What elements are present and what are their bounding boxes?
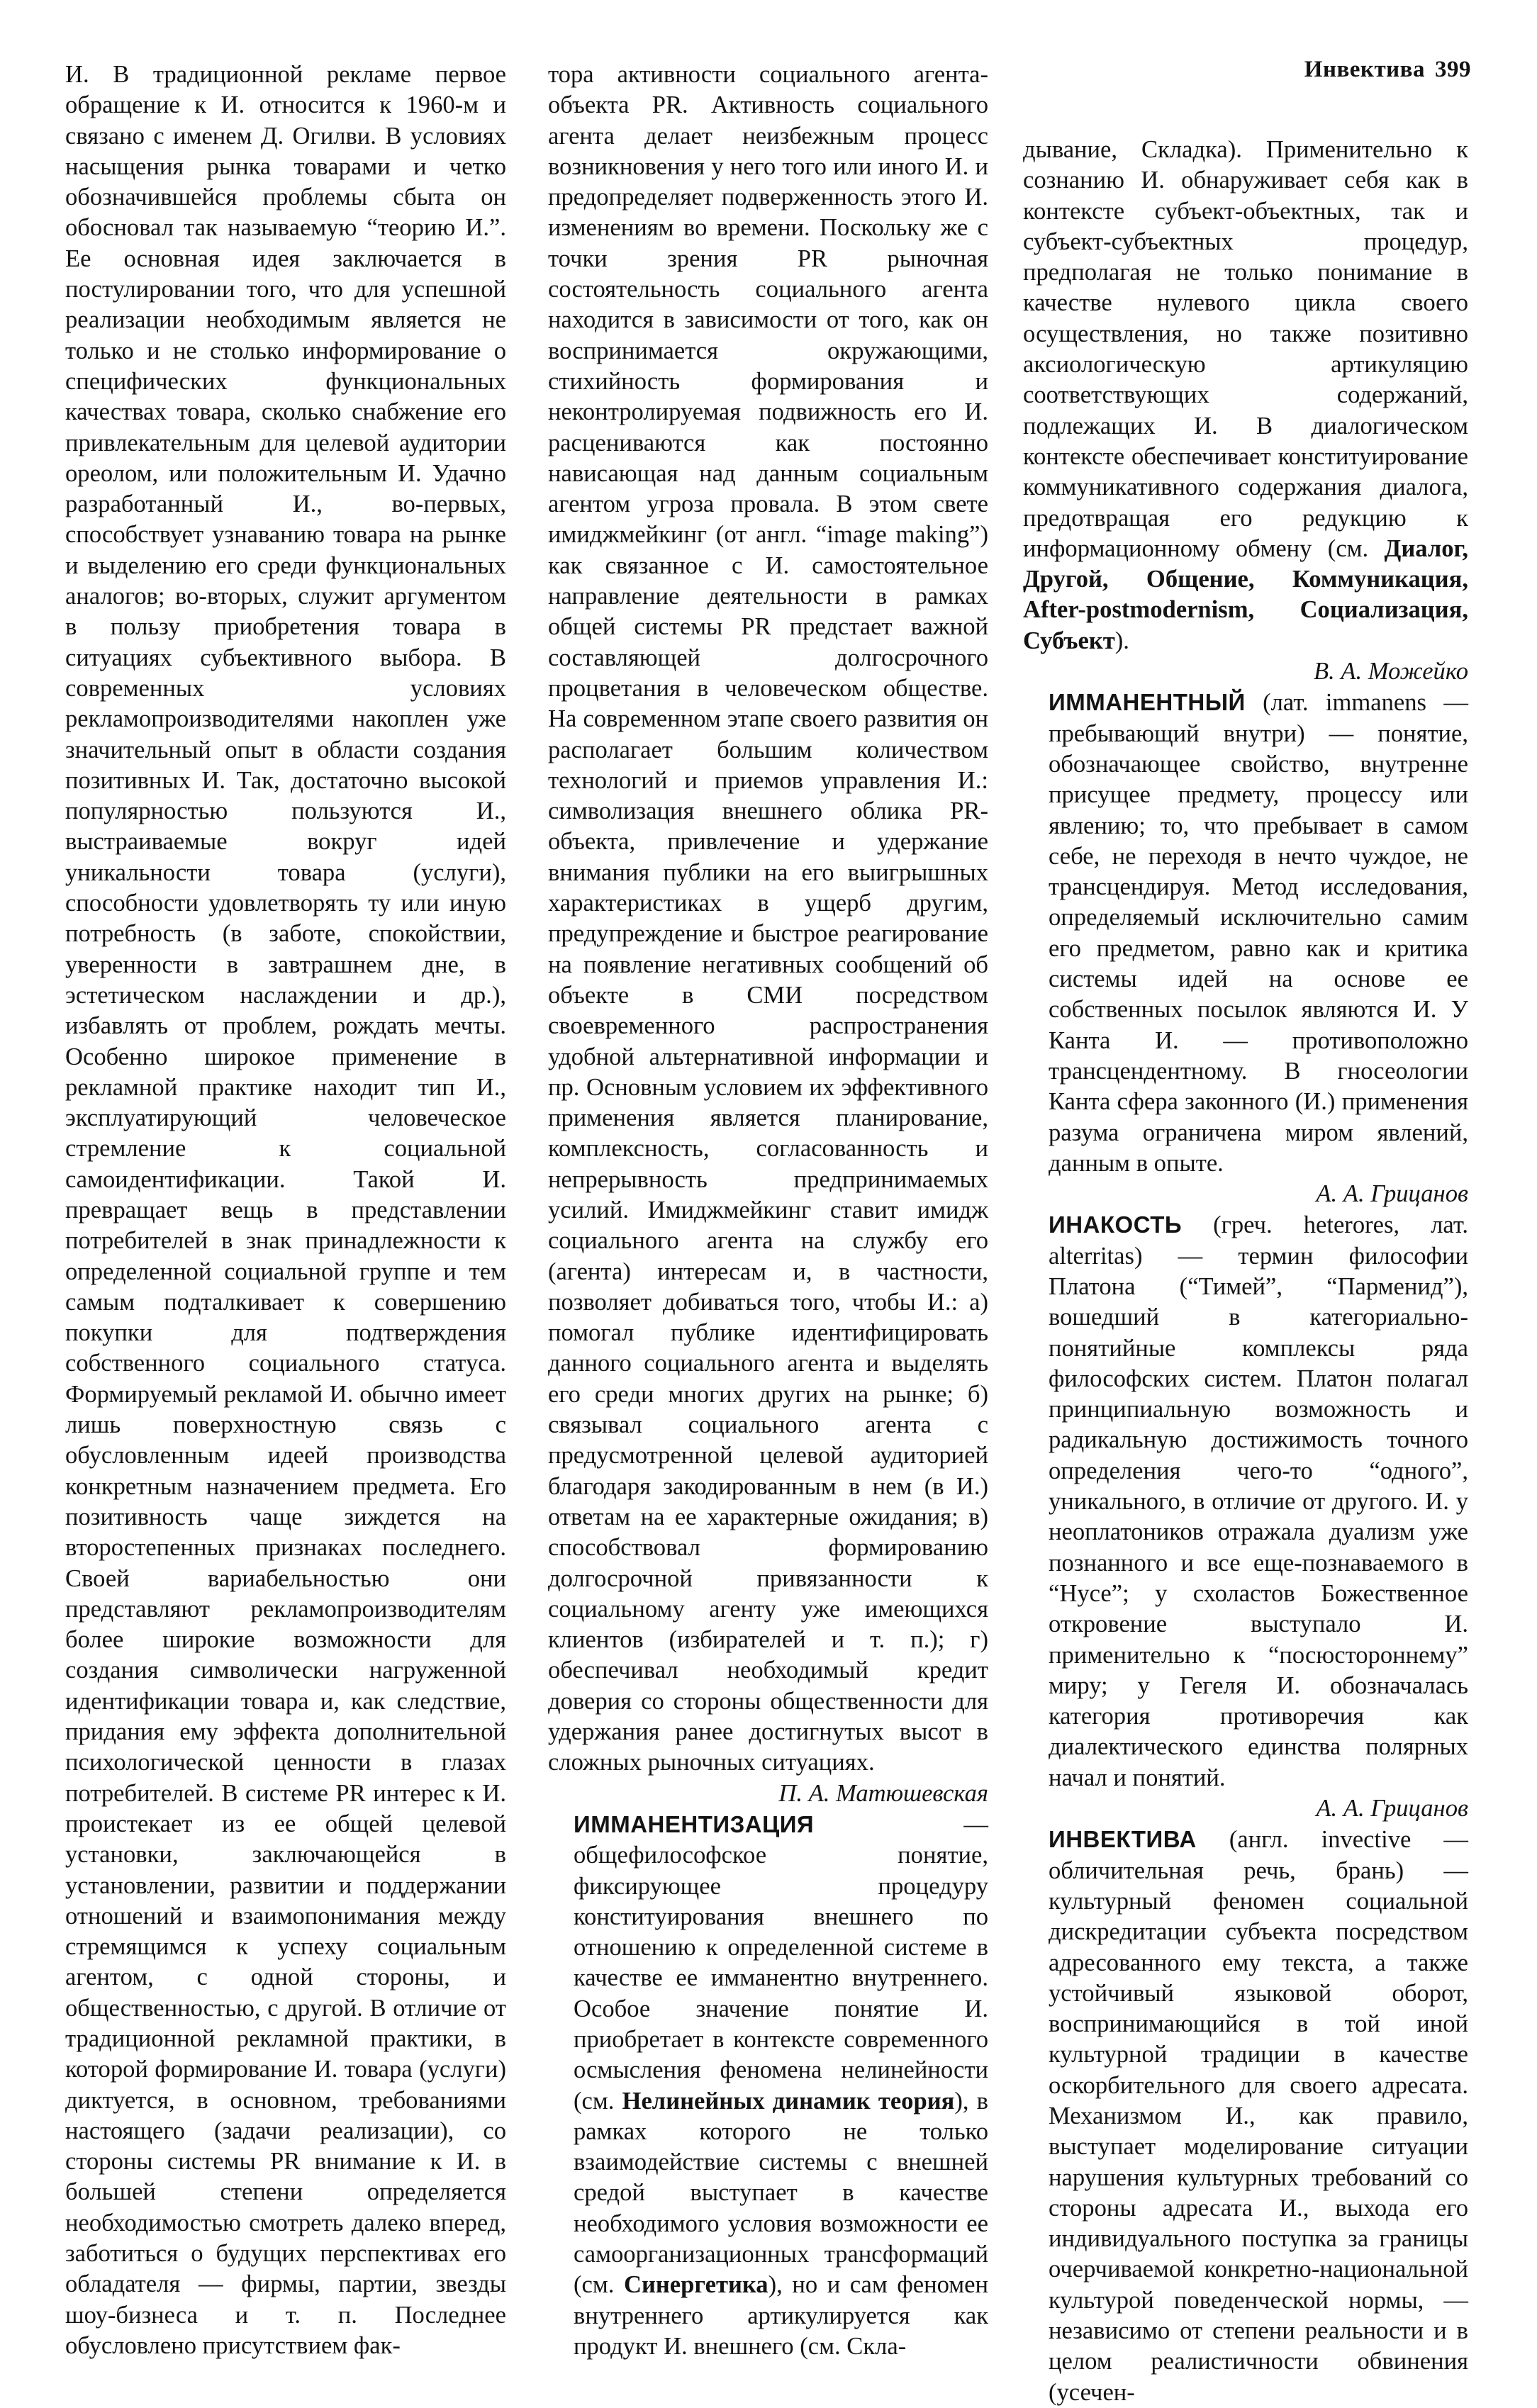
entry-text: ), но и сам феномен внутреннего артикулируется как продукт И. внешнего (см. Скла- [574, 2271, 988, 2360]
entry-term: ИНВЕКТИВА [1049, 1826, 1197, 1853]
entry-invective [1023, 1824, 1468, 2408]
entry-text: (лат. immanens — пребывающий внутри) — понятие, обозначающее свойство, внутренне присущее предмету, процессу или явлению; то, что пребывает в самом себе, не переходя в нечто чуждое, не трансцендируя. Метод исследования, определяемый исключительно самим его предметом, равно как и критика системы идей на основе ее собственных посылок являются И. У Канта И. — противоположно трансцендентному. В гносеологии Канта сфера законного (И.) применения разума ограничена миром явлений, данным в опыте. [1049, 689, 1468, 1177]
entry-term: ИММАНЕНТИЗАЦИЯ [574, 1810, 815, 1837]
entry-text: (англ. invective — обличительная речь, брань) — культурный феномен социальной дискредитации субъекта посредством адресованного ему текста, а также устойчивый языковой оборот, воспринимающийся в той иной культурной традиции в качестве оскорбительного для своего адресата. Механизмом И., как правило, выступает моделирование ситуации нарушения культурных требований со стороны адресата И., выхода его индивидуального поступка за границы очерчиваемой конкретно-национальной культурой поведенческой нормы, — независимо от степени реальности и в целом реалистичности обвинения (усечен- [1049, 1826, 1468, 2406]
author-signature: П. А. Матюшевская [778, 1779, 988, 1807]
column-3 [1023, 135, 1468, 2408]
cross-reference: Синергетика [623, 2271, 768, 2299]
entry-immanentization [548, 1809, 988, 2362]
article-text: И. В традиционной рекламе первое обращение к И. относится к 1960-м и связано с именем Д. Огилви. В условиях насыщения рынка товарами и четко обозначившейся проблемы сбыта он обосновал так называемую “теорию И.”. Ее основная идея заключается в постулировании того, что для успешной реализации необходимым является не только и не столько информирование о специфических функциональных качествах товара, сколько снабжение его привлекательным для целевой аудитории ореолом, или положительным И. Удачно разработанный И., во-первых, способствует узнаванию товара на рынке и выделению его среди функциональных аналогов; во-вторых, служит аргументом в пользу приобретения товара в ситуациях субъективного выбора. В современных условиях рекламопроизводителями накоплен уже значительный опыт в области создания позитивных И. Так, достаточно высокой популярностью пользуются И., выстраиваемые вокруг идей уникальности товара (услуги), способности удовлетворять ту или иную потребность (в заботе, спокойствии, уверенности в завтрашнем дне, в эстетическом наслаждении и др.), избавлять от проблем, рождать мечты. Особенно широкое применение в рекламной практике находит тип И., эксплуатирующий человеческое стремление к социальной самоидентификации. Такой И. превращает вещь в представлении потребителей в знак принадлежности к определенной социальной группе и тем самым подталкивает к совершению покупки для подтверждения собственного социального статуса. Формируемый рекламой И. обычно имеет лишь поверхностную связь с обусловленным идеей производства конкретным назначением предмета. Его позитивность чаще зиждется на второстепенных признаках последнего. Своей вариабельностью они представляют рекламопроизводителям более широкие возможности для создания символически нагруженной идентификации товара и, как следствие, придания ему эффекта дополнительной психологической ценности в глазах потребителей. В системе PR интерес к И. проистекает из ее общей целевой установки, заключающейся в установлении, развитии и поддержании отношений и взаимопонимания между стремящимся к успеху социальным агентом, с одной стороны, и общественностью, с другой. В отличие от традиционной рекламной практики, в которой формирование И. товара (услуги) диктуется, в основном, требованиями настоящего (задачи реализации), со стороны системы PR внимание к И. в большей степени определяется необходимостью смотреть далеко вперед, заботиться о будущих перспективах его обладателя — фирмы, партии, звезды шоу-бизнеса и т. п. Последнее обусловлено присутствием фак- [65, 61, 506, 2359]
cross-reference: Диалог, Другой, Общение, Коммуникация, After-postmodernism, Социализация, Субъект [1023, 534, 1468, 654]
page-number: 399 [1435, 57, 1471, 82]
entry-text: дывание, Складка). Применительно к сознанию И. обнаруживает себя как в контексте субъект-объектных, так и субъект-субъектных процедур, предполагая не только понимание в качестве нулевого цикла своего осуществления, но также позитивно аксиологическую артикуляцию соответствующих содержаний, подлежащих И. В диалогическом контексте обеспечивает конституирование коммуникативного содержания диалога, предотвращая его редукцию к информационному обмену (см. [1023, 136, 1468, 562]
entry-otherness [1023, 1209, 1468, 1793]
author-signature: В. А. Можейко [1313, 658, 1468, 685]
author-signature: А. А. Грицанов [1316, 1180, 1468, 1208]
entry-text: — общефилософское понятие, фиксирующее процедуру конституирования внешнего по отношению к определенной системе в качестве ее имманентно внутреннего. Особое значение понятие И. приобретает в контексте современного осмысления феномена нелинейности (см. [574, 1810, 988, 2115]
entry-term: ИНАКОСТЬ [1049, 1211, 1183, 1238]
running-header [1304, 57, 1471, 83]
cross-reference: Нелинейных динамик теория [622, 2087, 955, 2115]
entry-text: ). [1114, 627, 1129, 654]
header-title: Инвектива [1304, 57, 1425, 82]
author-signature: А. А. Грицанов [1316, 1795, 1468, 1822]
entry-immanent [1023, 687, 1468, 1179]
entry-text: ), в рамках которого не только взаимодействие системы с внешней средой выступает в качестве необходимого условия возможности ее самоорганизационных трансформаций (см. [574, 2087, 988, 2299]
article-continuation: тора активности социального агента-объекта PR. Активность социального агента делает неизбежным процесс возникновения у него того или иного И. и предопределяет подверженность этого И. изменениям во времени. Поскольку же с точки зрения PR рыночная состоятельность социального агента находится в зависимости от того, как он воспринимается окружающими, стихийность формирования и неконтролируемая подвижность его И. расцениваются как постоянно нависающая над данным социальным агентом угроза провала. В этом свете имиджмейкинг (от англ. “image making”) как связанное с И. самостоятельное направление деятельности в рамках общей системы PR предстает важной составляющей долгосрочного процветания в человеческом обществе. На современном этапе своего развития он располагает большим количеством технологий и приемов управления И.: символизация внешнего облика PR-объекта, привлечение и удержание внимания публики на его выигрышных характеристиках в ущерб другим, предупреждение и быстрое реагирование на появление негативных сообщений об объекте в СМИ посредством своевременного распространения удобной альтернативной информации и пр. Основным условием их эффективного применения является планирование, комплексность, согласованность и непрерывность предпринимаемых усилий. Имиджмейкинг ставит имидж социального агента на службу его (агента) интересам и, в частности, позволяет добиваться того, чтобы И.: а) помогал публике идентифицировать данного социального агента и выделять его среди многих других на рынке; б) связывал социального агента с предусмотренной целевой аудиторией благодаря закодированным в нем (в И.) ответам на ее характерные ожидания; в) способствовал формированию долгосрочной привязанности к социальному агенту уже имеющихся клиентов (избирателей и т. п.); г) обеспечивал необходимый кредит доверия со стороны общественности для удержания ранее достигнутых высот в сложных рыночных ситуациях. [548, 61, 988, 1776]
article-continuation [1023, 135, 1468, 656]
column-2 [548, 60, 988, 2362]
entry-term: ИММАНЕНТНЫЙ [1049, 689, 1246, 716]
entry-text: (греч. heterores, лат. alterritas) — термин философии Платона (“Тимей”, “Парменид”), вошедший в категориально-понятийные комплексы ряда философских систем. Платон полагал принципиальную возможность и радикальную достижимость точного определения чего-то “одного”, уникального, в отличие от другого. И. у неоплатоников отражала дуализм уже познанного и все еще-познаваемого в “Нусе”; у схоластов Божественное откровение выступало И. применительно к “посюстороннему” миру; у Гегеля И. обозначалась категория противоречия как диалектического единства полярных начал и понятий. [1049, 1211, 1468, 1791]
column-1 [65, 60, 506, 2361]
